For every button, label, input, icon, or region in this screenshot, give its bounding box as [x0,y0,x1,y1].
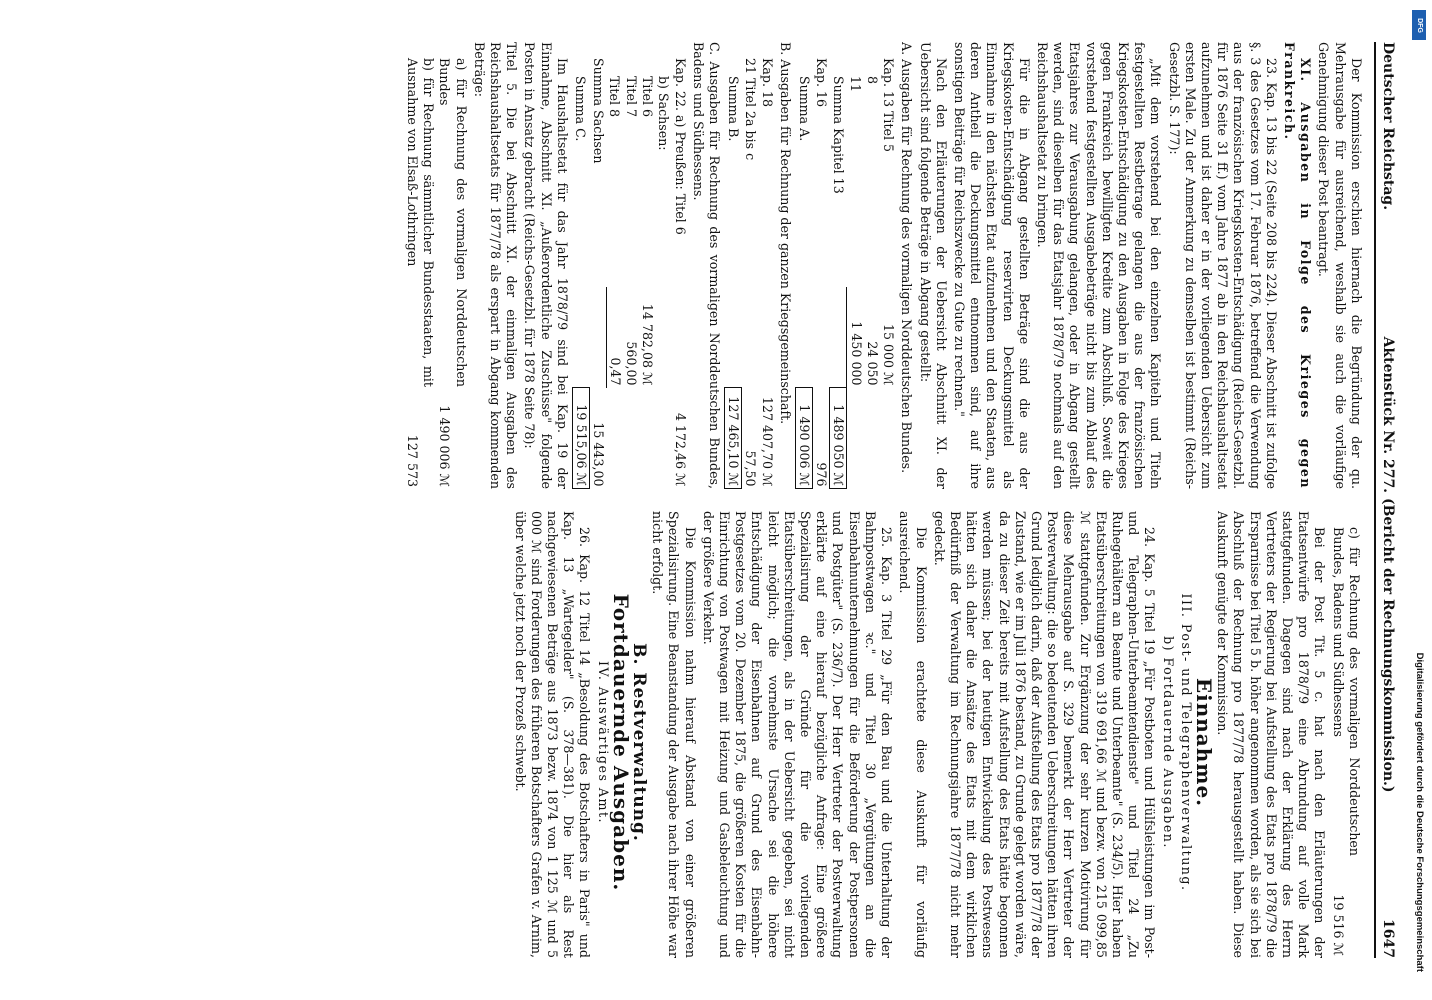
row-value: 57,50 [743,450,759,487]
row-value: 127 407,70 ℳ [759,396,775,487]
header-commission: (Bericht der Rechnungskommission.) [1380,497,1396,793]
header-left: Deutscher Reichstag. [1380,42,1396,211]
row-label: Kap. 22. a) Preußen: Titel 6 [672,58,688,235]
row-value: 976 [814,462,830,487]
dfg-logo-text: DFG [1415,17,1423,33]
table-row [671,42,687,489]
table-c [572,42,688,489]
restverwaltung-heading: B. Restverwaltung. [629,643,650,842]
row-label: Summa Kapitel 13 [831,76,846,194]
table-titel5 [404,42,469,489]
row-label: Titel 7 [624,76,640,117]
row-label: 8 [864,76,880,85]
row-value: 0,47 [607,357,623,386]
fortdauernde-ausgaben-heading: Fortdauernde Ausgaben. [608,593,633,892]
row-label: Summa C. [573,76,589,142]
table-a [795,42,896,489]
table-titel5c [1329,511,1361,958]
digitization-note-text: Digitalisierung gefördert durch die Deutsche Forschungsgemeinschaft [1414,652,1425,972]
dfg-logo [1412,10,1426,40]
section-iii-heading: III. Post- und Telegraphenverwaltung. [1178,593,1194,892]
table-row [404,42,436,489]
table-row [725,42,742,489]
section-b-label: B. Ausgaben für Rechnung der ganzen Kriegsgemeinschaft. [777,42,793,425]
row-label: Summa B. [725,76,741,142]
table-row [606,42,623,489]
table-row [795,42,812,489]
row-label: a) für Rechnung des vormaligen Norddeutschen Bundes [437,58,469,387]
row-label: Summa Sachsen [590,58,606,164]
intro-paragraph: Der Kommission erschien hiernach die Begründung der qu. Mehrausgabe für ausreichend, weshalb sie auch die vorläufige Genehmigung dieser Post beantragt. [1316,42,1364,489]
row-label: 21 Titel 2a bis c [742,58,758,161]
row-value: 1 489 050 ℳ [830,388,847,489]
quote-paragraph: „Mit dem vorstehend bei den einzelnen Kapiteln und Titeln festgestellten Restbetrage gelangen die aus der französischen Kriegskosten-Entschädigung zu den Ausgaben in Folge des Krieges gegen Frankreich bewilligten Kredite zum Abschluß. Soweit die vorstehend festgestellten Ausgabebeträge nicht bis zum Ablauf des Etatsjahres zur Verausgabung gelangen, oder in Abgang gestellt werden, sind dieselben für das Etatsjahr 1878/79 nochmals auf den Reichshaushaltsetat zu bringen. [1034,42,1164,489]
section-a-label: A. Ausgaben für Rechnung des vormaligen Norddeutschen Bundes. [899,42,915,474]
paragraph-23: 23. Kap. 13 bis 22 (Seite 208 bis 224). Dieser Abschnitt ist zufolge §. 3 des Gesetzes vom 17. Februar 1876, betreffend die Verwendung aus der französischen Kriegskosten-Entschädigung (Reichs-Gesetzbl. für 1876 Seite 31 ff.) vom Jahre 1877 ab in den Reichshaushaltsetat aufzunehmen und ist daher er in der vorliegenden Uebersicht zum ersten Male. Zu der Anmerkung zu demselben ist bestimmt (Reichs-Gesetzbl. S. 177): [1166,42,1279,489]
row-label: b) für Rechnung sämmtlicher Bundesstaaten, mit Ausnahme von Elsaß-Lothringen [404,58,437,387]
row-value: 1 490 006 ℳ [795,388,812,489]
table-row [864,42,880,489]
fortdauernde-subheading: b) Fortdauernde Ausgaben. [1160,636,1176,849]
after-quote-paragraph: Nach den Erläuterungen der Uebersicht Abschnitt XI. der Uebersicht sind folgende Beträge in Abgang gestellt: [917,42,949,489]
einnahme-heading: Einnahme. [1191,677,1216,808]
page-number: 1647 [1380,919,1396,958]
paragraph-25b: Die Kommission nahm hierauf Abstand von einer größeren Spezialisirung. Eine Beanstandung der Ausgabe nach ihrer Höhe war nicht erfolgt. [650,511,698,958]
table-row [589,42,606,489]
row-label: Kap. 18 [759,58,775,108]
table-row [880,42,896,489]
paragraph-tit5c: Bei der Post Tit. 5 c. hat nach den Erläuterungen der Etatsentwürfe pro 1878/79 eine Abrundung auf volle Mark stattgefunden. Dagegen sind nach der Erklärung des Herrn Vertreters der Regierung bei Aufstellung des Etats pro 1878/79 die Ersparnisse bei Titel 5 b. höher angenommen worden, als sie sich bei Abschluß der Rechnung pro 1877/78 herausgestellt haben. Diese Auskunft genügte der Kommission. [1215,511,1328,958]
page-header [1374,42,1396,958]
row-value: 19 516 ℳ [1330,894,1346,956]
table-row [655,42,671,489]
row-value: 24 050 [864,341,880,386]
table-row [436,42,468,489]
header-center [1380,337,1396,793]
table-row [813,42,830,489]
row-value: 15 000 ℳ [881,323,897,386]
paragraph-24b: Die Kommission erachtete diese Auskunft für vorläufig ausreichend. [897,511,929,958]
table-row [742,42,759,489]
section-xi-title: XI. Ausgaben in Folge des Krieges gegen Frankreich. [1281,42,1314,489]
row-value: 127 465,10 ℳ [725,388,742,489]
table-row [623,42,639,489]
document-page [26,20,1396,980]
row-value: 14 782,08 ℳ [640,303,656,386]
right-column [44,511,1364,958]
left-column [44,42,1364,489]
row-value: 127 573 [404,434,420,487]
table-row [758,42,774,489]
paragraph-24: 24. Kap. 5 Titel 19 „Für Postboten und Hülfsleistungen im Post- und Telegraphen-Unterbeamtendienste" und Titel 24 „Zu Ruhegehältern an Beamte und Unterbeamte" (S. 234/5). Hier haben Etatsüberschreitungen von 319 691,66 ℳ und bezw. von 215 099,85 ℳ stattgefunden. Zur Ergänzung der sehr kurzen Motivirung für diese Mehrausgabe auf S. 329 bemerkt der Herr Vertreter der Postverwaltung: die so bedeutenden Ueberschreitungen hätten ihren Grund lediglich darin, daß der Aufstellung des Etats pro 1877/78 der Zustand, wie er im Juli 1876 bestand, zu Grunde gelegt worden wäre, da zu dieser Zeit bereits mit Aufstellung des Etats hätte begonnen werden müssen; bei der heutigen Entwickelung des Postwesens hätten sich daher die Ansätze des Etats mit dem wirklichen Bedürfniß der Verwaltung im Rechnungsjahre 1877/78 nicht mehr gedeckt. [931,511,1158,958]
row-label: Kap. 16 [813,58,829,108]
table-row [572,42,589,489]
paragraph-25: 25. Kap. 3 Titel 29 „Für den Bau und die Unterhaltung der Bahnpostwagen ꝛc." und Titel 30 „Vergütungen an die Eisenbahnunternehmungen für die Beförderung der Postpersonen und Postgüter" (S. 236/7). Der Herr Vertreter der Postverwaltung erklärte auf eine hierauf bezügliche Anfrage: Eine größere Spezialisirung der Gründe für die vorliegenden Etatsüberschreitungen, als in der Uebersicht gegeben, sei nicht leicht möglich; die vornehmste Ursache sei die höhere Entschädigung der Eisenbahnen auf Grund des Eisenbahn-Postgesetzes vom 20. Dezember 1875, die größeren Kosten für die Einrichtung von Postwagen mit Heizung und Gasbeleuchtung und der größere Verkehr. [700,511,895,958]
table-row [830,42,847,489]
row-label: c) für Rechnung des vormaligen Norddeutschen Bundes, Badens und Südhessens [1330,527,1362,856]
titel5-paragraph: Titel 5. Die bei Abschnitt XI. der einmaligen Ausgaben des Reichshaushaltsetats für 1877/78 als erspart in Abgang kommenden Beträge: [471,42,520,489]
row-value [830,287,847,388]
row-value: 1 490 006 ℳ [437,405,453,487]
row-label: Kap. 13 Titel 5 [881,58,897,152]
table-b [724,42,775,489]
quote-paragraph-2: Für die in Abgang gestellten Beträge sind die aus der Kriegskosten-Entschädigung reservirten Deckungsmittel als Einnahme in den nächsten Etat aufzunehmen und den Staaten, aus deren Antheil die Deckungsmittel entnommen sind, auf ihre sonstigen Beiträge für Reichszwecke zu Gute zu rechnen." [951,42,1032,489]
table-row [1329,511,1361,958]
row-value: 1 450 000 [848,321,864,386]
haushalts-paragraph: Im Haushaltsetat für das Jahr 1878/79 sind bei Kap. 19 der Einnahme, Abschnitt XI. „Außerordentliche Zuschüsse" folgende Posten in Ansatz gebracht (Reichs-Gesetzbl. für 1878 Seite 78): [522,42,570,489]
row-value: 19 515,06 ℳ [572,388,589,489]
header-document-number: Aktenstück Nr. 277. [1380,336,1396,494]
row-label: Titel 6 [640,76,656,117]
row-value: 4 172,46 ℳ [672,412,688,487]
section-iv-heading: IV. Auswärtiges Amt. [595,660,611,825]
row-label: b) Sachsen: [656,76,672,151]
paragraph-26: 26. Kap. 12 Titel 14 „Besoldung des Botschafters in Paris" und Kap. 13 „Wartegelder" (S. 378—381). Die hier als Rest nachgewiesenen Beträge aus 1873 bezw. 1874 von 1 125 ℳ und 5 000 ℳ sind Forderungen des früheren Botschafters Grafen v. Arnim, über welche jetzt noch der Prozeß schwebt. [512,511,593,958]
section-c-label: C. Ausgaben für Rechnung des vormaligen Norddeutschen Bundes, Badens und Südhessens. [690,42,723,489]
columns [44,42,1364,958]
row-value: 560,00 [624,341,640,386]
row-label: Titel 8 [607,76,623,117]
row-label: Summa A. [796,76,812,142]
digitization-note [1412,12,1426,982]
table-row [639,42,655,489]
row-value: 15 443,00 [591,422,607,487]
row-label: 11 [848,76,864,93]
table-row [847,42,864,489]
